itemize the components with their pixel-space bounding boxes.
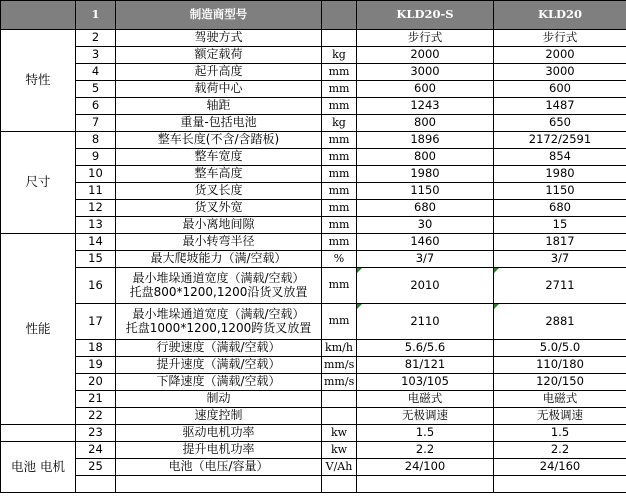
row-value-model-b: 110/180 bbox=[494, 357, 626, 374]
table-row bbox=[1, 391, 626, 408]
row-number: 2 bbox=[76, 30, 116, 47]
row-label: 重量-包括电池 bbox=[116, 115, 322, 132]
row-label: 整车高度 bbox=[116, 166, 322, 183]
header-row bbox=[1, 1, 626, 30]
row-value-model-b: 3/7 bbox=[494, 251, 626, 268]
table-row bbox=[1, 30, 626, 47]
row-number: 17 bbox=[76, 304, 116, 340]
row-label: 电池（电压/容量） bbox=[116, 459, 322, 476]
row-unit: mm bbox=[322, 64, 357, 81]
row-value-model-a: 5.6/5.6 bbox=[357, 340, 494, 357]
header-unit bbox=[322, 1, 357, 30]
table-row bbox=[1, 374, 626, 391]
row-label-line-1: 最小堆垛通道宽度（满载/空载） bbox=[132, 306, 305, 321]
row-unit: mm bbox=[322, 234, 357, 251]
row-value-model-a: 800 bbox=[357, 149, 494, 166]
row-number: 25 bbox=[76, 459, 116, 476]
row-label: 货叉长度 bbox=[116, 183, 322, 200]
table-row bbox=[1, 183, 626, 200]
row-number: 19 bbox=[76, 357, 116, 374]
row-value-model-b: 无极调速 bbox=[494, 408, 626, 425]
row-label: 制动 bbox=[116, 391, 322, 408]
header-model-b: KLD20 bbox=[494, 1, 626, 30]
row-number: 20 bbox=[76, 374, 116, 391]
row-label: 下降速度（满载/空载） bbox=[116, 374, 322, 391]
table-row bbox=[1, 200, 626, 217]
row-number: 6 bbox=[76, 98, 116, 115]
row-unit bbox=[322, 391, 357, 408]
row-number: 11 bbox=[76, 183, 116, 200]
row-label: 提升电机功率 bbox=[116, 442, 322, 459]
row-value-model-b: 电磁式 bbox=[494, 391, 626, 408]
header-blank bbox=[1, 1, 76, 30]
row-unit: mm bbox=[322, 268, 357, 304]
row-value-model-b: 1150 bbox=[494, 183, 626, 200]
category-performance: 性能 bbox=[1, 234, 76, 425]
row-unit: kg bbox=[322, 47, 357, 64]
row-value-model-b: 2000 bbox=[494, 47, 626, 64]
row-value-model-a: 1460 bbox=[357, 234, 494, 251]
table-row bbox=[1, 251, 626, 268]
row-value-model-b: 1.5 bbox=[494, 425, 626, 442]
row-value-model-b: 5.0/5.0 bbox=[494, 340, 626, 357]
row-unit: mm bbox=[322, 149, 357, 166]
row-value-model-b: 1817 bbox=[494, 234, 626, 251]
row-value-model-b: 步行式 bbox=[494, 30, 626, 47]
row-unit: mm/s bbox=[322, 374, 357, 391]
row-value-model-b: 1487 bbox=[494, 98, 626, 115]
row-label: 起升高度 bbox=[116, 64, 322, 81]
row-label-line-1: 最小堆垛通道宽度（满载/空载） bbox=[132, 270, 305, 285]
row-unit: % bbox=[322, 251, 357, 268]
row-value-model-b: 120/150 bbox=[494, 374, 626, 391]
row-label: 货叉外宽 bbox=[116, 200, 322, 217]
row-unit: mm bbox=[322, 200, 357, 217]
row-unit: mm bbox=[322, 217, 357, 234]
row-value-model-b: 2172/2591 bbox=[494, 132, 626, 149]
row-number: 8 bbox=[76, 132, 116, 149]
row-value-model-b: 2711 bbox=[494, 268, 626, 304]
row-label: 行驶速度（满载/空载） bbox=[116, 340, 322, 357]
category-characteristics: 特性 bbox=[1, 30, 76, 132]
row-value-model-b: 15 bbox=[494, 217, 626, 234]
table-row bbox=[1, 47, 626, 64]
row-number: 14 bbox=[76, 234, 116, 251]
row-value-model-a: 2000 bbox=[357, 47, 494, 64]
row-label: 最小离地间隙 bbox=[116, 217, 322, 234]
row-value-model-a: 81/121 bbox=[357, 357, 494, 374]
row-unit: kw bbox=[322, 442, 357, 459]
row-number: 23 bbox=[76, 425, 116, 442]
table-row bbox=[1, 81, 626, 98]
category-battery-motor: 电池 电机 bbox=[1, 442, 76, 493]
row-unit: mm/s bbox=[322, 357, 357, 374]
row-label: 驾驶方式 bbox=[116, 30, 322, 47]
row-number bbox=[76, 476, 116, 493]
row-value-model-b: 24/160 bbox=[494, 459, 626, 476]
row-number: 18 bbox=[76, 340, 116, 357]
row-number: 5 bbox=[76, 81, 116, 98]
comment-flag-icon bbox=[494, 268, 499, 273]
table-row bbox=[1, 234, 626, 251]
row-label: 提升速度（满载/空载） bbox=[116, 357, 322, 374]
row-number: 24 bbox=[76, 442, 116, 459]
table-row bbox=[1, 64, 626, 81]
row-unit: mm bbox=[322, 304, 357, 340]
row-value-model-b: 650 bbox=[494, 115, 626, 132]
row-value-model-a: 3000 bbox=[357, 64, 494, 81]
row-value-model-b: 600 bbox=[494, 81, 626, 98]
row-number: 15 bbox=[76, 251, 116, 268]
row-value-model-b: 680 bbox=[494, 200, 626, 217]
table-row bbox=[1, 425, 626, 442]
category-dimensions: 尺寸 bbox=[1, 132, 76, 234]
row-value-model-a: 电磁式 bbox=[357, 391, 494, 408]
row-number: 4 bbox=[76, 64, 116, 81]
row-label: 轴距 bbox=[116, 98, 322, 115]
row-value-model-a: 103/105 bbox=[357, 374, 494, 391]
row-unit: mm bbox=[322, 98, 357, 115]
row-unit bbox=[322, 476, 357, 493]
header-manufacturer-model: 制造商型号 bbox=[116, 1, 322, 30]
row-label: 速度控制 bbox=[116, 408, 322, 425]
row-value-model-a: 3/7 bbox=[357, 251, 494, 268]
row-value-model-b bbox=[494, 476, 626, 493]
header-row-number: 1 bbox=[76, 1, 116, 30]
row-value-model-a: 600 bbox=[357, 81, 494, 98]
row-number: 7 bbox=[76, 115, 116, 132]
row-unit bbox=[322, 30, 357, 47]
table-row bbox=[1, 408, 626, 425]
row-value-model-a: 24/100 bbox=[357, 459, 494, 476]
row-value-model-a: 1150 bbox=[357, 183, 494, 200]
table-row bbox=[1, 340, 626, 357]
row-value-model-a: 2010 bbox=[357, 268, 494, 304]
row-label: 载荷中心 bbox=[116, 81, 322, 98]
row-value-model-a: 1980 bbox=[357, 166, 494, 183]
row-number: 13 bbox=[76, 217, 116, 234]
row-value-model-a: 步行式 bbox=[357, 30, 494, 47]
row-number: 9 bbox=[76, 149, 116, 166]
table-row bbox=[1, 357, 626, 374]
row-number: 3 bbox=[76, 47, 116, 64]
comment-flag-icon bbox=[357, 304, 362, 309]
table-row bbox=[1, 149, 626, 166]
comment-flag-icon bbox=[357, 268, 362, 273]
table-row bbox=[1, 304, 626, 340]
row-unit: mm bbox=[322, 183, 357, 200]
row-number: 12 bbox=[76, 200, 116, 217]
row-value-model-a: 1.5 bbox=[357, 425, 494, 442]
row-label-line-2: 托盘800*1200,1200沿货叉放置 bbox=[129, 284, 308, 299]
row-value-model-a: 680 bbox=[357, 200, 494, 217]
row-value-model-b: 2881 bbox=[494, 304, 626, 340]
row-value-model-b: 2.2 bbox=[494, 442, 626, 459]
row-value-model-a: 800 bbox=[357, 115, 494, 132]
comment-flag-icon bbox=[494, 304, 499, 309]
row-number: 22 bbox=[76, 408, 116, 425]
row-label bbox=[116, 268, 322, 304]
table-row bbox=[1, 476, 626, 493]
row-value-model-a: 2.2 bbox=[357, 442, 494, 459]
table-row bbox=[1, 268, 626, 304]
table-row bbox=[1, 442, 626, 459]
row-value-model-b: 1980 bbox=[494, 166, 626, 183]
row-number: 10 bbox=[76, 166, 116, 183]
row-label: 整车宽度 bbox=[116, 149, 322, 166]
row-value-model-a: 无极调速 bbox=[357, 408, 494, 425]
row-unit: mm bbox=[322, 81, 357, 98]
row-unit: mm bbox=[322, 132, 357, 149]
row-label: 最小转弯半径 bbox=[116, 234, 322, 251]
table-row bbox=[1, 115, 626, 132]
row-label: 最大爬坡能力（满/空载） bbox=[116, 251, 322, 268]
row-label-line-2: 托盘1000*1200,1200跨货叉放置 bbox=[125, 320, 312, 335]
category-blank bbox=[1, 425, 76, 442]
row-label bbox=[116, 476, 322, 493]
row-number: 16 bbox=[76, 268, 116, 304]
row-value-model-b: 854 bbox=[494, 149, 626, 166]
row-value-model-a: 1243 bbox=[357, 98, 494, 115]
row-value-model-a: 1896 bbox=[357, 132, 494, 149]
table-row bbox=[1, 217, 626, 234]
row-number: 21 bbox=[76, 391, 116, 408]
table-row bbox=[1, 459, 626, 476]
table-row bbox=[1, 132, 626, 149]
row-value-model-b: 3000 bbox=[494, 64, 626, 81]
row-label bbox=[116, 304, 322, 340]
row-unit: kg bbox=[322, 115, 357, 132]
table-row bbox=[1, 98, 626, 115]
row-unit bbox=[322, 408, 357, 425]
row-unit: kw bbox=[322, 425, 357, 442]
table-row bbox=[1, 166, 626, 183]
row-unit: mm bbox=[322, 166, 357, 183]
row-label: 驱动电机功率 bbox=[116, 425, 322, 442]
row-unit: km/h bbox=[322, 340, 357, 357]
header-model-a: KLD20-S bbox=[357, 1, 494, 30]
row-value-model-a: 2110 bbox=[357, 304, 494, 340]
row-unit: V/Ah bbox=[322, 459, 357, 476]
row-value-model-a: 30 bbox=[357, 217, 494, 234]
row-label: 整车长度(不含/含踏板) bbox=[116, 132, 322, 149]
row-label: 额定载荷 bbox=[116, 47, 322, 64]
row-value-model-a bbox=[357, 476, 494, 493]
